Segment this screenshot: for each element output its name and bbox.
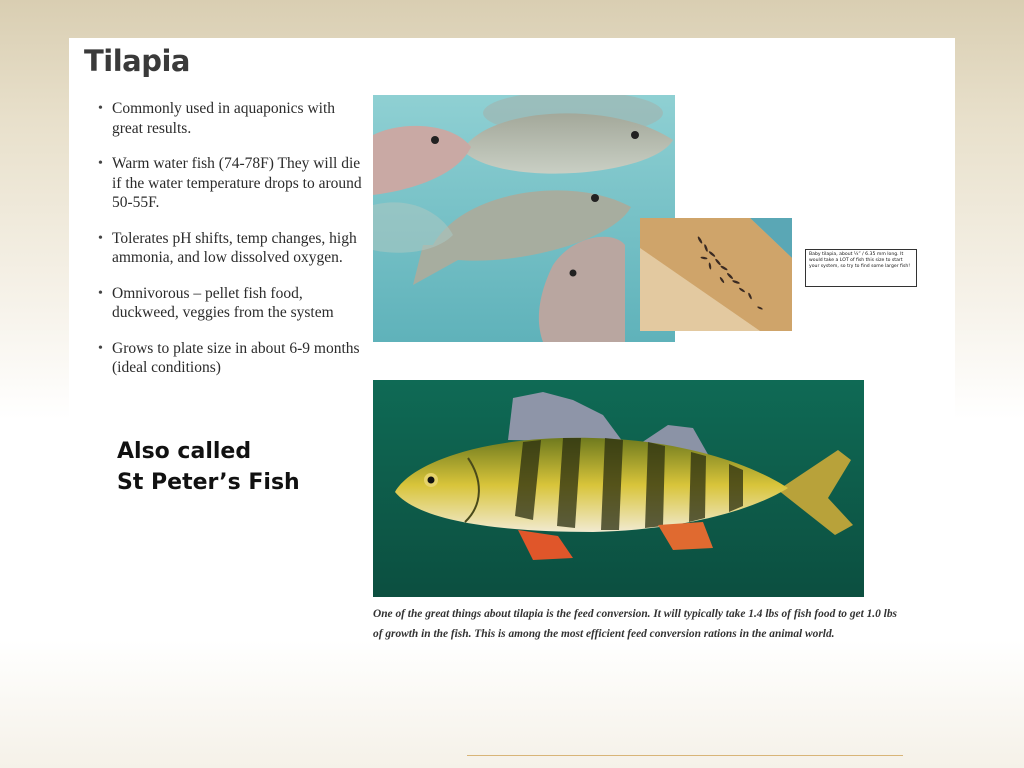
- bullet-list: [112, 99, 362, 394]
- feed-conversion-caption: One of the great things about tilapia is the feed conversion. It will typically take 1.4 lbs of fish food to get 1.0 lbs of growth in the fish. This is among the most efficient feed conversion rations in the animal world.: [373, 608, 897, 640]
- bullet-item: • Tolerates pH shifts, temp changes, high ammonia, and low dissolved oxygen.: [112, 229, 362, 268]
- bullet-item: • Warm water fish (74-78F) They will die if the water temperature drops to around 50-55F.: [112, 154, 362, 213]
- also-called-line2: St Peter’s Fish: [117, 470, 300, 495]
- perch-image: [373, 380, 864, 597]
- also-called-text: [117, 436, 300, 498]
- bullet-item: • Omnivorous – pellet fish food, duckweed, veggies from the system: [112, 284, 362, 323]
- slide-title: Tilapia: [84, 44, 191, 78]
- bullet-item: • Commonly used in aquaponics with great results.: [112, 99, 362, 138]
- also-called-line1: Also called: [117, 439, 252, 464]
- bullet-item: • Grows to plate size in about 6-9 months (ideal conditions): [112, 339, 362, 378]
- baby-tilapia-label: Baby tilapia, about ¼” / 6.35 mm long. It would take a LOT of fish this size to start your system, so try to find some larger fish!: [805, 249, 917, 287]
- footer-rule: [467, 755, 903, 756]
- baby-tilapia-image: [640, 218, 792, 331]
- tilapia-school-image: [373, 95, 675, 342]
